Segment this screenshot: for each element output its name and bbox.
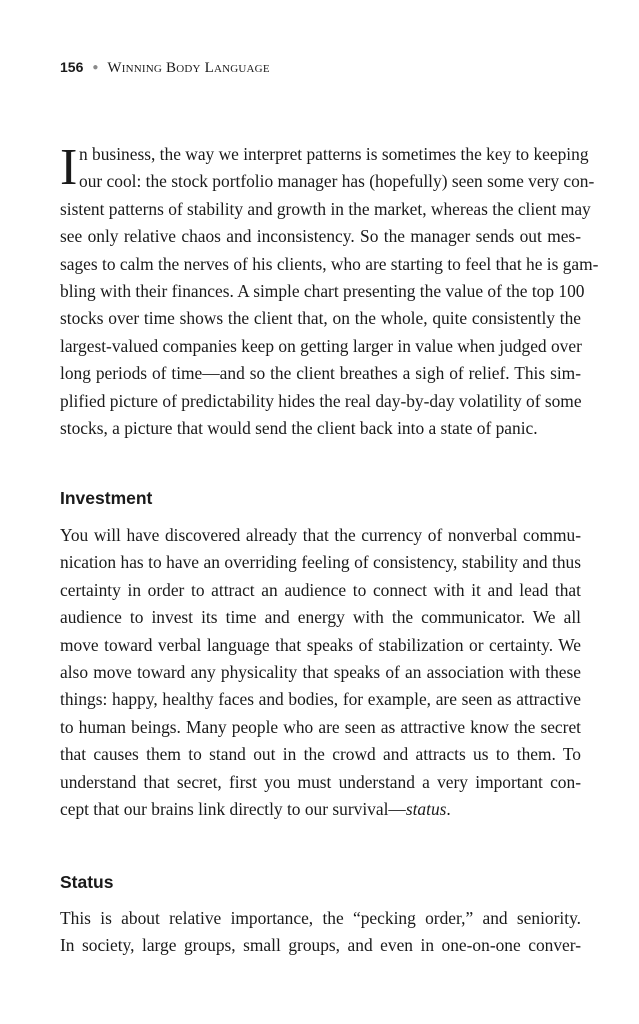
book-title: Winning Body Language [107, 60, 270, 76]
section-heading-status: Status [60, 872, 114, 892]
paragraph-line: understand that secret, first you must understand a very important con- [60, 771, 581, 792]
paragraph-line: You will have discovered already that the currency of nonverbal commu- [60, 525, 581, 545]
paragraph-line: certainty in order to attract an audience to connect with it and lead that [60, 579, 581, 600]
paragraph-line: see only relative chaos and inconsistency. So the manager sends out mes- [60, 226, 581, 247]
status-paragraph [60, 905, 581, 960]
paragraph-line: n business, the way we interpret patterns is sometimes the key to keeping [79, 144, 589, 164]
paragraph-line: audience to invest its time and energy with the communicator. We all [60, 607, 581, 628]
paragraph-line: things: happy, healthy faces and bodies, for example, are seen as attractive [60, 689, 581, 710]
bullet-separator: ● [92, 62, 99, 73]
dropcap-block [60, 139, 595, 196]
emphasis-status: status [405, 798, 447, 819]
paragraph-line: nication has to have an overriding feeling of consistency, stability and thus [60, 552, 581, 573]
paragraph-line: stocks over time shows the client that, on the whole, quite consistently the [60, 308, 581, 329]
paragraph-line: that causes them to stand out in the crowd and attracts us to them. To [60, 744, 581, 765]
running-head [60, 58, 270, 79]
paragraph-line: In society, large groups, small groups, and even in one-on-one conver- [60, 935, 581, 956]
paragraph-line: stocks, a picture that would send the client back into a state of panic. [60, 417, 538, 438]
paragraph-line-last [60, 796, 581, 823]
line-text: cept that our brains link directly to our survival— [60, 798, 406, 819]
intro-paragraph [60, 139, 599, 442]
investment-paragraph [60, 522, 581, 823]
dropcap-letter: I [60, 139, 78, 196]
paragraph-line: long periods of time—and so the client breathes a sigh of relief. This sim- [60, 363, 581, 384]
paragraph-line: largest-valued companies keep on getting larger in value when judged over [60, 335, 582, 356]
paragraph-line: our cool: the stock portfolio manager has (hopefully) seen some very con- [79, 171, 595, 192]
paragraph-line: sistent patterns of stability and growth in the market, whereas the client may [60, 198, 591, 219]
section-heading-investment: Investment [60, 488, 153, 508]
paragraph-line: sages to calm the nerves of his clients, who are starting to feel that he is gam- [60, 253, 599, 274]
page-number: 156 [60, 59, 84, 75]
paragraph-line: also move toward any physicality that speaks of an association with these [60, 661, 581, 682]
paragraph-line: This is about relative importance, the “pecking order,” and seniority. [60, 908, 581, 928]
paragraph-line: plified picture of predictability hides the real day-by-day volatility of some [60, 390, 582, 411]
paragraph-line: bling with their finances. A simple chart presenting the value of the top 100 [60, 280, 585, 301]
paragraph-line: to human beings. Many people who are seen as attractive know the secret [60, 716, 581, 737]
paragraph-line: move toward verbal language that speaks of stabilization or certainty. We [60, 634, 581, 655]
line-suffix: . [446, 798, 451, 819]
